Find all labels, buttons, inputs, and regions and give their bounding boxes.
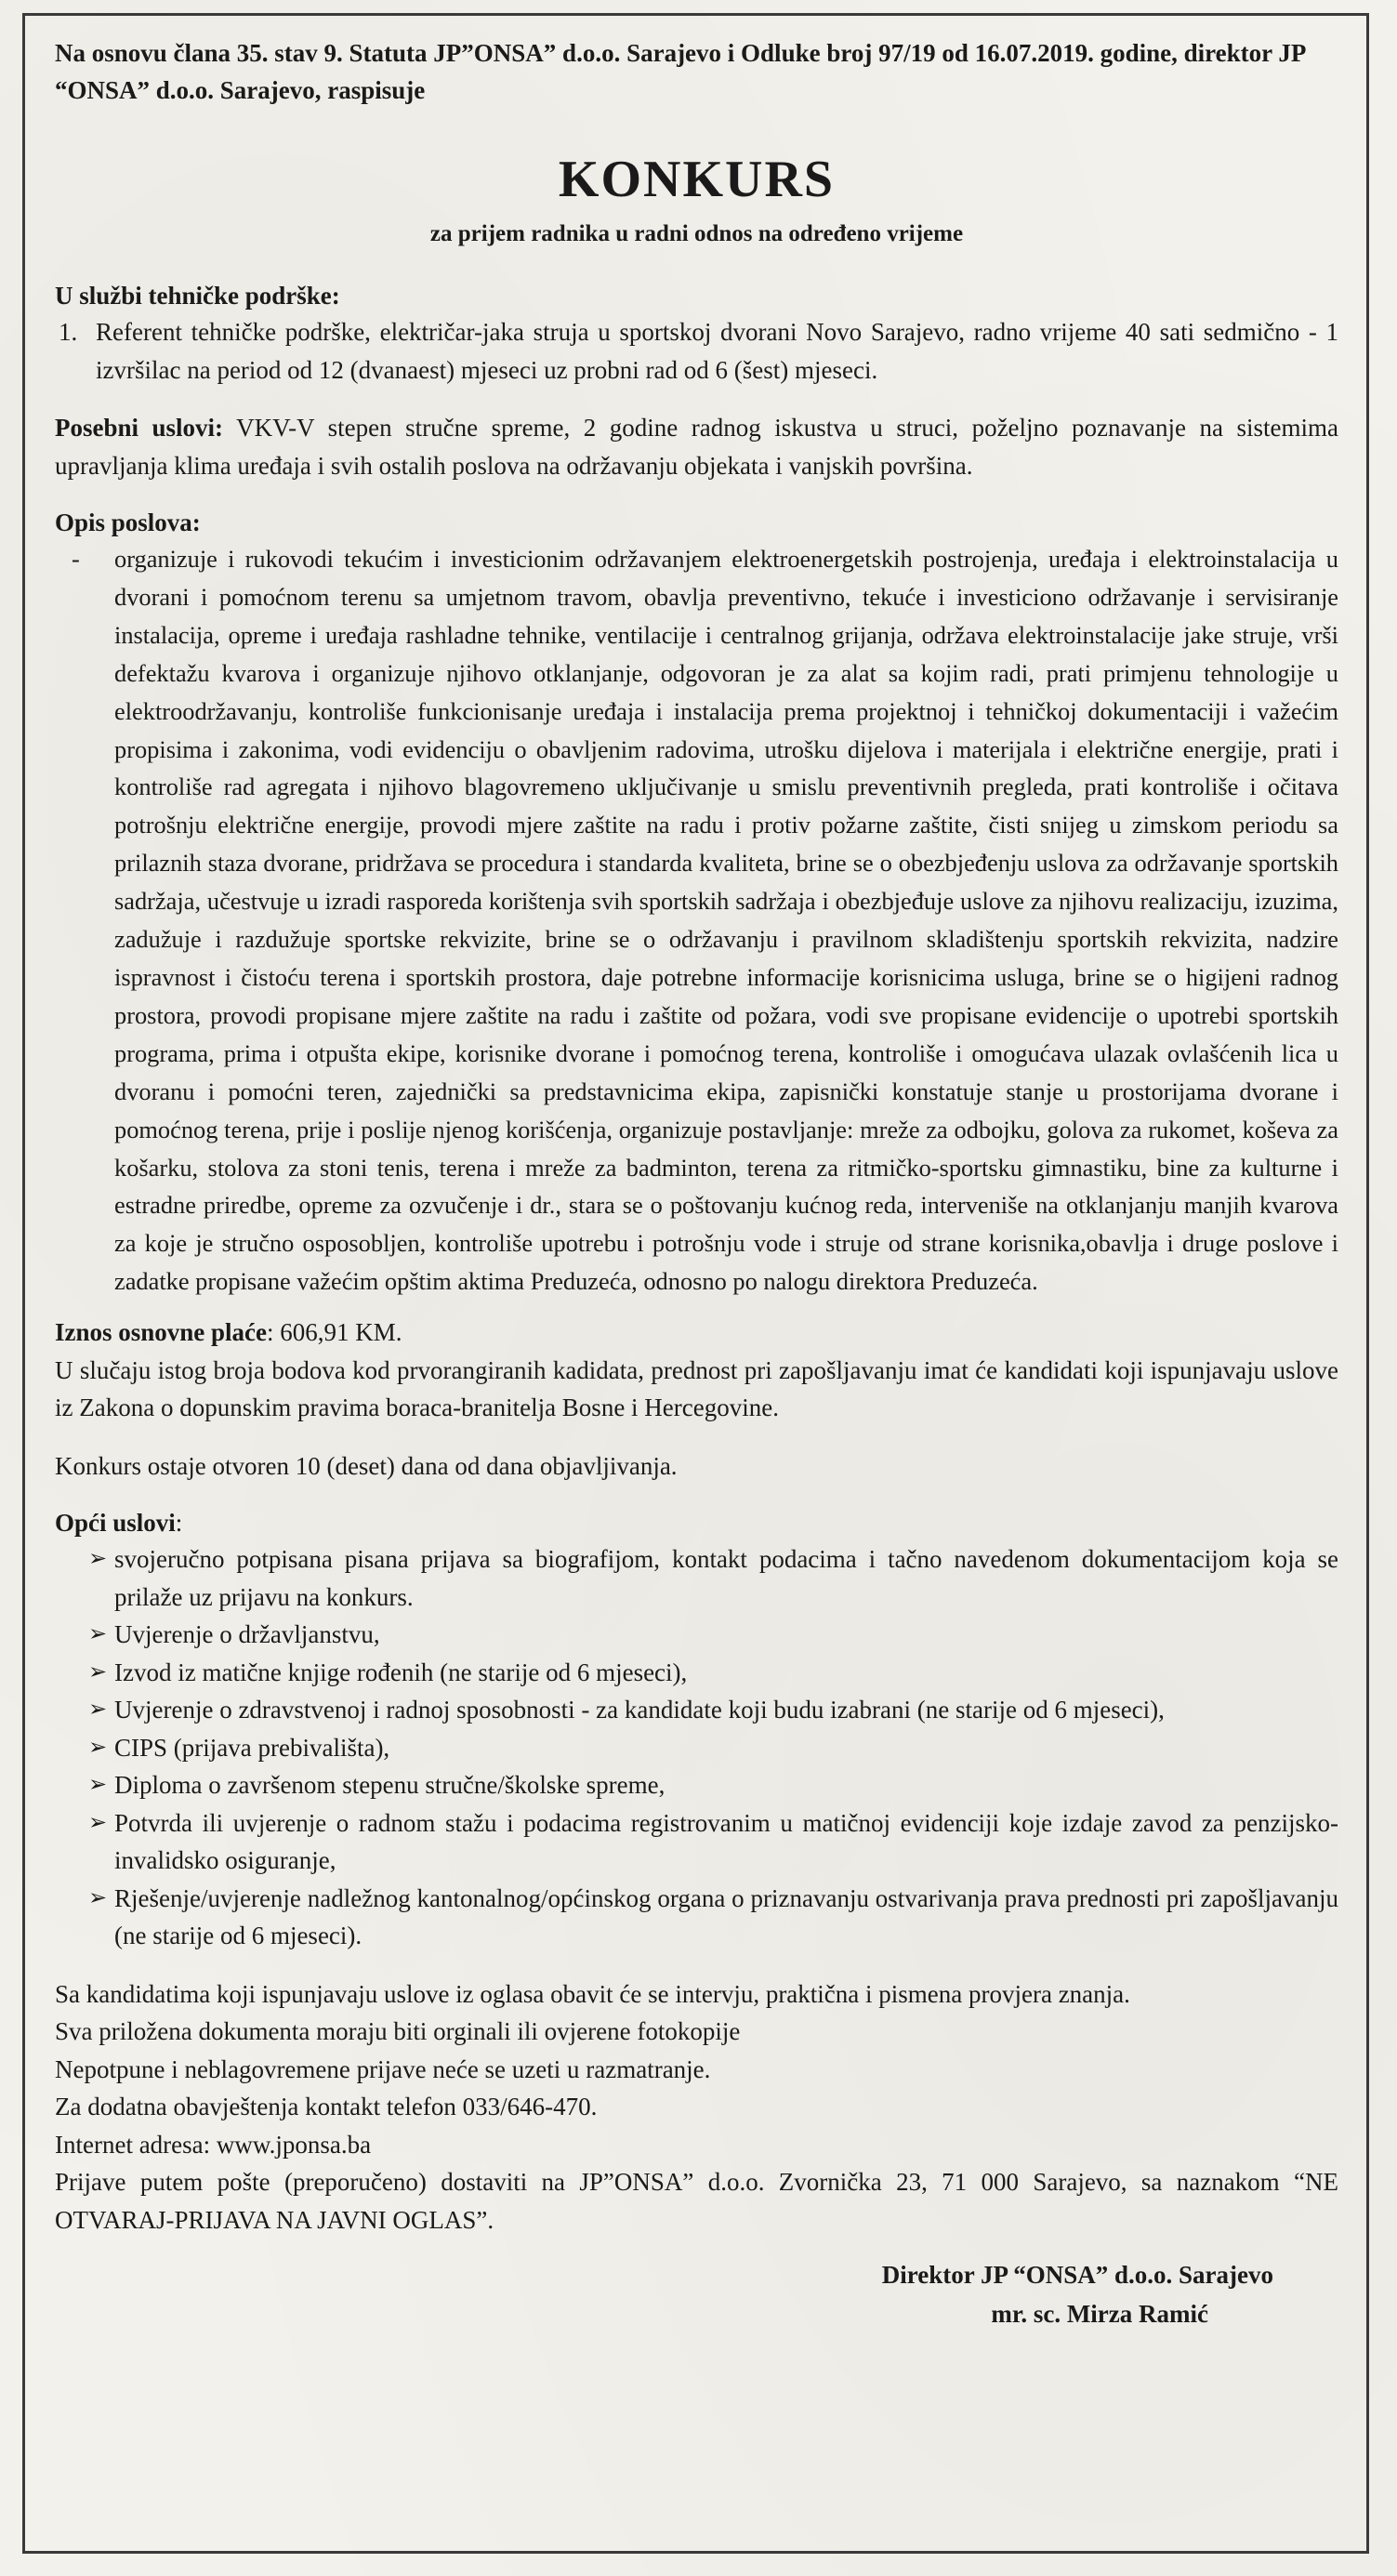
kontakt-line: Za dodatna obavještenja kontakt telefon 033/646-470.: [55, 2093, 598, 2121]
arrow-bullet-icon: ➢: [88, 1622, 108, 1647]
arrow-bullet-icon: ➢: [88, 1810, 108, 1835]
position-item: [55, 313, 1338, 389]
list-item: ➢ Potvrda ili uvjerenje o radnom stažu i podacima registrovanim u matičnoj evidenciji koje izdaje zavod za penzijsko-invalidsko osiguranje,: [55, 1804, 1338, 1880]
opci-uslovi-heading: [55, 1505, 1338, 1540]
placa-text: : 606,91 KM.: [267, 1318, 402, 1347]
arrow-bullet-icon: ➢: [88, 1547, 108, 1572]
placa-label: Iznos osnovne plaće: [55, 1318, 268, 1347]
nepotpune-line: Nepotpune i neblagovremene prijave neće se uzeti u razmatranje.: [55, 2054, 711, 2083]
intervju-line: Sa kandidatima koji ispunjavaju uslove iz oglasa obavit će se intervju, praktična i pismena provjera znanja.: [55, 1979, 1130, 2008]
dokumenta-line: Sva priložena dokumenta moraju biti orginali ili ovjerene fotokopije: [55, 2017, 741, 2046]
internet-line: Internet adresa: www.jponsa.ba: [55, 2130, 372, 2159]
signature-title: Direktor JP “ONSA” d.o.o. Sarajevo: [881, 2261, 1273, 2290]
list-item: ➢ Diploma o završenom stepenu stručne/školske spreme,: [55, 1766, 1338, 1804]
opis-poslova-text: organizuje i rukovodi tekućim i investicionim održavanjem elektroenergetskih postrojenja, uređaja i elektroinstalacija u dvorani i pomoćnom terenu sa umjetnom travom, obavlja preventivno, tekuće i investiciono održavanje i servisiranje instalacija, opreme i uređaja rashladne tehnike, ventilacije i centralnog grijanja, održava elektroinstalacije jake struje, vrši defektažu kvarova i organizuje njihovo otklanjanje, odgovoran je za alat sa kojim radi, prati primjenu tehnologije u elektroodržavanju, kontroliše funkcionisanje uređaja i instalacija prema projektnoj i tehničkoj dokumentaciji i važećim propisima i zakonima, vodi evidenciju o obavljenim radovima, utrošku dijelova i materijala i električne energije, prati i kontroliše rad agregata i njihovo blagovremeno uključivanje u smislu preventivnih pregleda, prati kontroliše i očitava potrošnju električne energije, provodi mjere zaštite na radu i protiv požarne zaštite, čisti snijeg u zimskom periodu sa prilaznih staza dvorane, pridržava se procedura i standarda kvaliteta, brine se o obezbjeđenju uslova za održavanje sportskih sadržaja, učestvuje u izradi rasporeda korištenja svih sportskih sadržaja i obezbjeđuje uslove za njihovu realizaciju, izuzima, zadužuje i razdužuje sportske rekvizite, brine se o održavanju i pravilnom skladištenju sportskih rekvizita, nadzire ispravnost i čistoću terena i sportskih prostora, daje potrebne informacije korisnicima usluga, brine se o higijeni radnog prostora, provodi propisane mjere zaštite na radu i zaštite od požara, vodi sve propisane evidencije o upotrebi sportskih programa, prima i otpušta ekipe, korisnike dvorane i pomoćnog terena, kontroliše i omogućava ulazak ovlašćenih lica u dvoranu i pomoćni teren, zajednički sa predstavnicima ekipa, zapisnički konstatuje stanje u prostorijama dvorane i pomoćnog terena, prije i poslije njenog korišćenja, organizuje postavljanje: mreže za odbojku, golova za rukomet, koševa za košarku, stolova za stoni tenis, terena i mreže za badminton, terena za ritmičko-sportsku gimnastiku, bine za kulturne i estradne priredbe, opreme za ozvučenje i dr., stara se o poštovanju kućnog reda, interveniše na otklanjanju manjih kvarova za koje je stručno osposobljen, kontroliše upotrebu i potrošnju vode i struje od strane korisnika,obavlja i druge poslove i zadatke propisane važećim opštim aktima Preduzeća, odnosno po nalogu direktora Preduzeća.: [114, 545, 1338, 1296]
sluzba-heading: U službi tehničke podrške:: [55, 282, 340, 310]
list-item: ➢ Uvjerenje o državljanstvu,: [55, 1616, 1338, 1654]
opci-uslovi-colon: :: [175, 1509, 183, 1538]
opci-uslovi-heading-text: Opći uslovi: [55, 1509, 176, 1538]
announcement-box: [22, 13, 1369, 2554]
posebni-uslovi-label: Posebni uslovi:: [55, 414, 224, 442]
intro-paragraph: Na osnovu člana 35. stav 9. Statuta JP”ONSA” d.o.o. Sarajevo i Odluke broj 97/19 od 16.07.2019. godine, direktor JP “ONSA” d.o.o. Sarajevo, raspisuje: [55, 39, 1305, 104]
prijave-line: Prijave putem pošte (preporučeno) dostaviti na JP”ONSA” d.o.o. Zvornička 23, 71 000 Sarajevo, sa naznakom “NE OTVARAJ-PRIJAVA NA JAVNI OGLAS”.: [55, 2168, 1338, 2234]
arrow-bullet-icon: ➢: [88, 1735, 108, 1760]
opis-poslova-item: [55, 540, 1338, 1301]
opis-poslova-heading: Opis poslova:: [55, 509, 201, 536]
list-item: ➢ svojeručno potpisana pisana prijava sa biografijom, kontakt podacima i tačno navedenom dokumentacijom koja se prilaže uz prijavu na konkurs.: [55, 1540, 1338, 1616]
signature-block: [55, 2255, 1338, 2333]
placa-paragraph: [55, 1314, 1338, 1352]
list-item: ➢ Uvjerenje o zdravstvenoj i radnoj sposobnosti - za kandidate koji budu izabrani (ne starije od 6 mjeseci),: [55, 1691, 1338, 1729]
position-description: Referent tehničke podrške, električar-jaka struja u sportskoj dvorani Novo Sarajevo, radno vrijeme 40 sati sedmično - 1 izvršilac na period od 12 (dvanaest) mjeseci uz probni rad od 6 (šest) mjeseci.: [96, 318, 1338, 384]
arrow-bullet-icon: ➢: [88, 1885, 108, 1910]
dash-marker: -: [72, 545, 80, 573]
arrow-bullet-icon: ➢: [88, 1698, 108, 1723]
posebni-uslovi-paragraph: [55, 409, 1338, 484]
posebni-uslovi-text: VKV-V stepen stručne spreme, 2 godine radnog iskustva u struci, poželjno poznavanje na sistemima upravljanja klima uređaja i svih ostalih poslova na održavanju objekata i vanjskih površina.: [55, 414, 1338, 480]
document-subtitle: za prijem radnika u radni odnos na određeno vrijeme: [429, 221, 964, 246]
arrow-bullet-icon: ➢: [88, 1773, 108, 1798]
list-item: ➢ Izvod iz matične knjige rođenih (ne starije od 6 mjeseci),: [55, 1654, 1338, 1692]
prednost-paragraph: U slučaju istog broja bodova kod prvorangiranih kadidata, prednost pri zapošljavanju imat će kandidati koji ispunjavaju uslove iz Zakona o dopunskim pravima boraca-branitelja Bosne i Hercegovine.: [55, 1355, 1338, 1422]
document-title: KONKURS: [558, 151, 836, 208]
otvoren-paragraph: Konkurs ostaje otvoren 10 (deset) dana od dana objavljivanja.: [55, 1451, 678, 1480]
signature-name: mr. sc. Mirza Ramić: [991, 2300, 1208, 2329]
list-item: ➢ CIPS (prijava prebivališta),: [55, 1729, 1338, 1767]
opci-uslovi-list: [55, 1540, 1338, 1955]
position-number: 1.: [59, 318, 78, 346]
list-item: ➢ Rješenje/uvjerenje nadležnog kantonalnog/općinskog organa o priznavanju ostvarivanja prava prednosti pri zapošljavanju (ne starije od 6 mjeseci).: [55, 1880, 1338, 1955]
arrow-bullet-icon: ➢: [88, 1659, 108, 1684]
